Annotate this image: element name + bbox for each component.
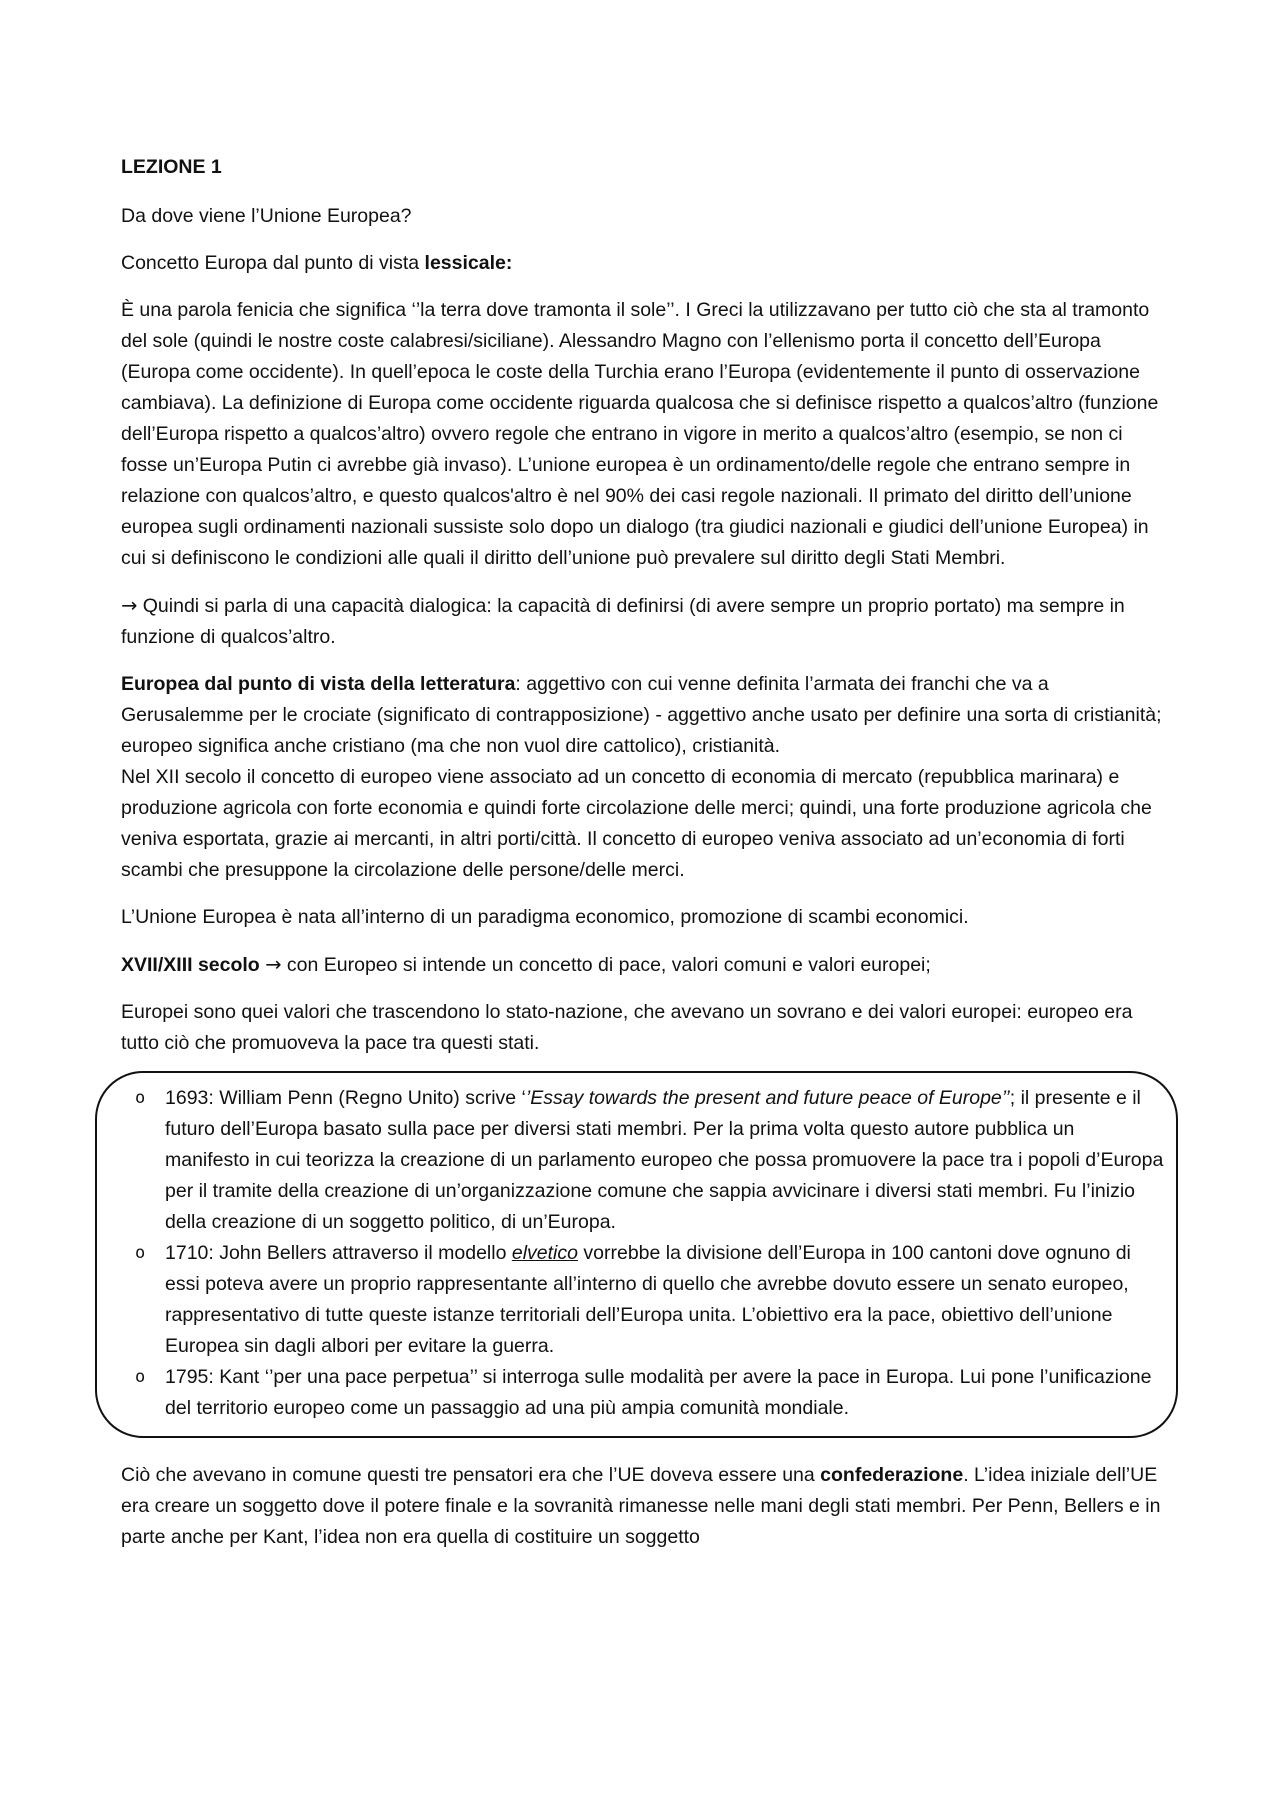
literature-bold: Europea dal punto di vista della letteratura	[121, 673, 516, 695]
final-text-2: . L’idea iniziale dell’UE era creare un soggetto dove il potere finale e la sovranità rimanesse nelle mani degli stati membri. Per Penn, Bellers e in parte anche per Kant, l’idea non era quella di costituire un soggetto	[121, 1464, 1161, 1548]
item-pre: 1710: John Bellers attraverso il modello	[165, 1242, 512, 1264]
dialogic-paragraph	[121, 590, 1168, 653]
item-post: vorrebbe la divisione dell’Europa in 100 cantoni dove ognuno di essi poteva avere un proprio rappresentante all’interno di quello che avrebbe dovuto essere un senato europeo, rappresentativo di tutte queste istanze territoriali dell’Europa unita. L’obiettivo era la pace, obiettivo dell’unione Europea sin dagli albori per evitare la guerra.	[165, 1242, 1131, 1357]
arrow-right-icon: →	[265, 953, 282, 976]
lexical-heading	[121, 248, 1168, 279]
lexical-paragraph: È una parola fenicia che significa ‘’la terra dove tramonta il sole’’. I Greci la utilizzavano per tutto ciò che sta al tramonto del sole (quindi le nostre coste calabresi/siciliane). Alessandro Magno con l’ellenismo porta il concetto dell’Europa (Europa come occidente). In quell’epoca le coste della Turchia erano l’Europa (evidentemente il punto di osservazione cambiava). La definizione di Europa come occidente riguarda qualcosa che si definisce rispetto a qualcos’altro (funzione dell’Europa rispetto a qualcos’altro) ovvero regole che entrano in vigore in merito a qualcos’altro (esempio, se non ci fosse un’Europa Putin ci avrebbe già invaso). L’unione europea è un ordinamento/delle regole che entrano sempre in relazione con qualcos’altro, e questo qualcos'altro è nel 90% dei casi regole nazionali. Il primato del diritto dell’unione europea sugli ordinamenti nazionali sussiste solo dopo un dialogo (tra giudici nazionali e giudici dell’unione Europea) in cui si definiscono le condizioni alle quali il diritto dell’unione può prevalere sul diritto degli Stati Membri.	[121, 299, 1159, 569]
values-paragraph: Europei sono quei valori che trascendono lo stato-nazione, che avevano un sovrano e dei valori europei: europeo era tutto ciò che promuoveva la pace tra questi stati.	[121, 1001, 1133, 1054]
item-emphasis: elvetico	[511, 1242, 578, 1264]
lexical-text: Concetto Europa dal punto di vista	[121, 252, 425, 274]
list-item-text	[165, 1083, 1164, 1238]
item-pre: 1693: William Penn (Regno Unito) scrive ‘	[165, 1087, 526, 1109]
century-text: con Europeo si intende un concetto di pace, valori comuni e valori europei;	[281, 954, 931, 976]
list-item	[123, 1238, 1164, 1362]
century-bold: XVII/XIII secolo	[121, 954, 260, 976]
century-paragraph	[121, 949, 1168, 981]
literature-text: : aggettivo con cui venne definita l’armata dei franchi che va a Gerusalemme per le crociate (significato di contrapposizione) - aggettivo anche usato per definire una sorta di cristianità; europeo significa anche cristiano (ma che non vuol dire cattolico), cristianità.	[121, 673, 1162, 757]
item-emphasis: ’Essay towards the present and future peace of Europe’’	[525, 1087, 1010, 1109]
lexical-bold: lessicale:	[424, 252, 513, 274]
final-bold: confederazione	[820, 1464, 964, 1486]
union-paragraph: L’Unione Europea è nata all’interno di un paradigma economico, promozione di scambi economici.	[121, 906, 969, 928]
list-item	[123, 1083, 1164, 1238]
bullet-icon: o	[135, 1367, 146, 1387]
thinkers-list-box	[95, 1071, 1178, 1438]
item-post: ; il presente e il futuro dell’Europa basato sulla pace per diversi stati membri. Per la prima volta questo autore pubblica un manifesto in cui teorizza la creazione di un parlamento europeo che possa promuovere la pace tra i popoli d’Europa per il tramite della creazione di un’organizzazione comune che sappia avvicinare i diversi stati membri. Fu l’inizio della creazione di un soggetto politico, di un’Europa.	[165, 1087, 1164, 1233]
literature-text-2: Nel XII secolo il concetto di europeo viene associato ad un concetto di economia di mercato (repubblica marinara) e produzione agricola con forte economia e quindi forte circolazione delle merci; quindi, una forte produzione agricola che veniva esportata, grazie ai mercanti, in altri porti/città. Il concetto di europeo veniva associato ad un’economia di forti scambi che presuppone la circolazione delle persone/delle merci.	[121, 766, 1152, 881]
intro-question: Da dove viene l’Unione Europea?	[121, 205, 412, 227]
final-text-1: Ciò che avevano in comune questi tre pensatori era che l’UE doveva essere una	[121, 1464, 821, 1486]
list-item-text	[165, 1238, 1164, 1362]
item-pre: 1795: Kant ‘’per una pace perpetua’’ si interroga sulle modalità per avere la pace in Europa. Lui pone l’unificazione del territorio europeo come un passaggio ad una più ampia comunità mondiale.	[165, 1366, 1152, 1419]
lesson-title: LEZIONE 1	[121, 156, 222, 178]
dialogic-text: Quindi si parla di una capacità dialogica: la capacità di definirsi (di avere sempre un proprio portato) ma sempre in funzione di qualcos’altro.	[121, 595, 1125, 648]
bullet-icon: o	[135, 1243, 146, 1263]
list-item	[123, 1362, 1164, 1424]
arrow-right-icon: →	[121, 594, 138, 617]
final-paragraph	[121, 1460, 1168, 1553]
list-item-text	[165, 1362, 1164, 1424]
bullet-icon: o	[135, 1088, 146, 1108]
literature-paragraph	[121, 669, 1168, 886]
